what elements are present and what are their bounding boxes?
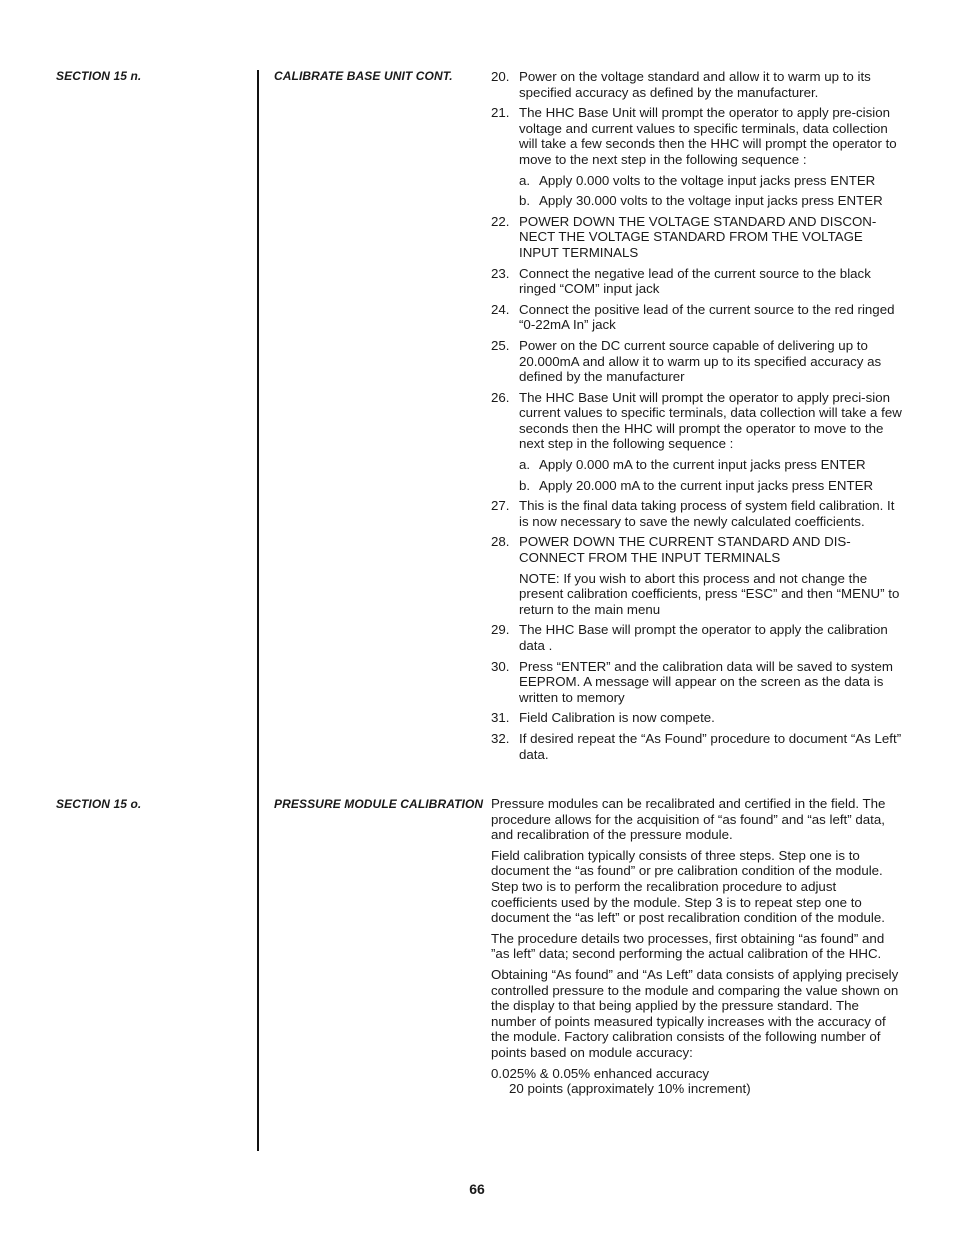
step-text: The HHC Base Unit will prompt the operator to apply pre-cision voltage and current values to specific terminals, data collection will take a few seconds then the HHC will prompt the operator to move to the next step in the following sequence : [519, 105, 897, 167]
step-item [491, 710, 906, 726]
step-item [491, 214, 906, 261]
substep-letter: b. [519, 193, 531, 209]
body-paragraph: Pressure modules can be recalibrated and certified in the field. The procedure allows for the acquisition of “as found” and “as left” data, and recalibration of the pressure module. [491, 796, 886, 843]
step-item [491, 731, 906, 762]
step-item [491, 390, 906, 452]
step-text: The HHC Base Unit will prompt the operator to apply preci-sion current values to specific terminals, data collection will take a few seconds then the HHC will prompt the operator to move to the next step in the following sequence : [519, 389, 902, 452]
step-item [491, 69, 906, 100]
substep-text: Apply 30.000 volts to the voltage input jacks press ENTER [539, 193, 883, 209]
substep-text: Apply 0.000 volts to the voltage input jacks press ENTER [539, 172, 876, 188]
step-text: Power on the DC current source capable of delivering up to 20.000mA and allow it to warm up to its specified accuracy as defined by the manufacturer [519, 337, 882, 385]
step-item [491, 338, 906, 385]
section-label-n: SECTION 15 n. [56, 69, 142, 83]
body-paragraph: Obtaining “As found” and “As Left” data consists of applying precisely controlled pressure to the module and comparing the value shown on the display to that being applied by the pressure standard. The number of points measured typically increases with the accuracy of the module. Factory calibration consists of the following number of points based on module accuracy: [491, 966, 899, 1060]
substep-item [491, 193, 906, 209]
step-text: If desired repeat the “As Found” procedure to document “As Left” data. [519, 730, 902, 762]
section-n-body [491, 69, 906, 767]
body-paragraph: The procedure details two processes, first obtaining “as found” and ”as left” data; second performing the actual calibration of the HHC. [491, 930, 885, 962]
substep-item [491, 478, 906, 494]
step-text: Field Calibration is now compete. [519, 710, 715, 726]
step-text: The HHC Base will prompt the operator to apply the calibration data . [519, 622, 888, 653]
step-text: Connect the positive lead of the current source to the red ringed “0-22mA In” jack [519, 301, 895, 333]
substep-text: Apply 20.000 mA to the current input jacks press ENTER [539, 477, 874, 493]
section-heading-n: CALIBRATE BASE UNIT CONT. [274, 69, 453, 83]
column-divider [257, 70, 259, 1151]
step-item [491, 105, 906, 167]
step-number: 27. [491, 498, 510, 514]
step-number: 30. [491, 658, 510, 674]
step-text: Press “ENTER” and the calibration data will be saved to system EEPROM. A message will appear on the screen as the data is written to memory [519, 658, 893, 705]
step-item [491, 659, 906, 706]
step-number: 26. [491, 389, 510, 405]
points-line: 20 points (approximately 10% increment) [509, 1081, 751, 1097]
note-text: NOTE: If you wish to abort this process and not change the present calibration coefficients, press “ESC” and then “MENU” to return to the main menu [519, 570, 900, 617]
step-number: 31. [491, 710, 510, 726]
step-item [491, 534, 906, 565]
substep-letter: b. [519, 477, 531, 493]
substep-item [491, 457, 906, 473]
section-label-o: SECTION 15 o. [56, 797, 142, 811]
accuracy-line: 0.025% & 0.05% enhanced accuracy [491, 1065, 710, 1081]
step-text: This is the final data taking process of system field calibration. It is now necessary to save the newly calculated coefficients. [519, 498, 895, 529]
section-heading-o: PRESSURE MODULE CALIBRATION [274, 797, 484, 811]
step-number: 22. [491, 213, 510, 229]
step-number: 29. [491, 622, 510, 638]
step-text: POWER DOWN THE CURRENT STANDARD AND DIS-CONNECT FROM THE INPUT TERMINALS [519, 534, 851, 566]
body-paragraph: Field calibration typically consists of three steps. Step one is to document the “as found” or pre calibration condition of the module. Step two is to perform the recalibration procedure to adjust coefficients used by the module. Step 3 is to repeat step one to document the “as left” or post recalibration condition of the module. [491, 847, 885, 926]
substep-letter: a. [519, 457, 531, 473]
substep-letter: a. [519, 172, 531, 188]
step-item [491, 266, 906, 297]
step-text: Connect the negative lead of the current source to the black ringed “COM” input jack [519, 265, 871, 297]
step-text: Power on the voltage standard and allow it to warm up to its specified accuracy as defined by the manufacturer. [519, 69, 871, 100]
step-number: 20. [491, 69, 510, 84]
step-number: 24. [491, 301, 510, 317]
step-number: 28. [491, 534, 510, 550]
step-number: 25. [491, 337, 510, 353]
section-o-body [491, 796, 906, 1097]
step-item [491, 622, 906, 653]
step-number: 21. [491, 105, 510, 121]
page-number: 66 [469, 1181, 485, 1197]
step-item [491, 302, 906, 333]
step-number: 32. [491, 730, 510, 746]
substep-text: Apply 0.000 mA to the current input jacks press ENTER [539, 457, 866, 473]
step-item [491, 498, 906, 529]
step-number: 23. [491, 265, 510, 281]
step-text: POWER DOWN THE VOLTAGE STANDARD AND DISCON-NECT THE VOLTAGE STANDARD FROM THE VOLTAGE INPUT TERMINALS [519, 213, 877, 260]
substep-item [491, 173, 906, 189]
